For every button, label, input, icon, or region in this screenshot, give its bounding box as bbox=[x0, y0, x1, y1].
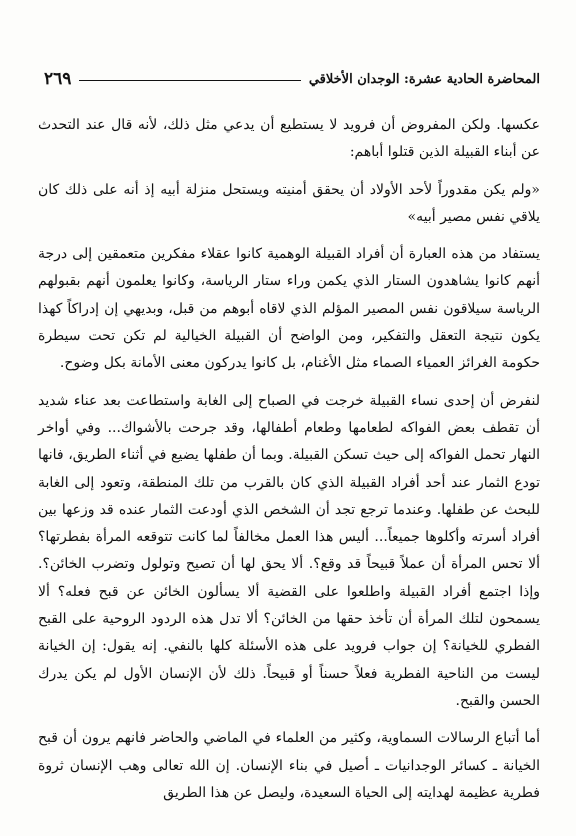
page-header bbox=[40, 64, 540, 94]
paragraph-1: عكسها. ولكن المفروض أن فرويد لا يستطيع أن يدعي مثل ذلك، لأنه قال عند التحدث عن أبناء القبيلة الذين قتلوا أباهم: bbox=[38, 117, 540, 161]
paragraph-3: لنفرض أن إحدى نساء القبيلة خرجت في الصباح إلى الغابة واستطاعت بعد عناء شديد أن تقطف بعض الفواكه لطعامها وطعام أطفالها، وقد جرحت بالأشواك... وفي أواخر النهار تحمل الفواكه إلى حيث تسكن القبيلة. وبما أن طفلها يضيع في أثناء الطريق، فانها تودع الثمار عند أحد أفراد القبيلة الذي كان بالقرب من تلك المنطقة، وتعود إلى الغابة للبحث عن طفلها. وعندما ترجع تجد أن الشخص الذي أودعت الثمار عنده قد وزعها بين أفراد أسرته وأكلوها جميعاً... أليس هذا العمل مخالفاً لما كانت تتوقعه المرأة بفطرتها؟ ألا تحس المرأة أن عملاً قبيحاً قد وقع؟. ألا يحق لها أن تصيح وتولول وتضرب الخائن؟. وإذا اجتمع أفراد القبيلة واطلعوا على القضية ألا يسألون الخائن عن قبح فعله؟ ألا يسمحون لتلك المرأة أن تأخذ حقها من الخائن؟ ألا تدل هذه الردود الروحية على القبح الفطري للخيانة؟ إن جواب فرويد على هذه الأسئلة كلها بالنفي. إنه يقول: إن الخيانة ليست من الناحية الفطرية فعلاً حسناً أو قبيحاً. ذلك لأن الإنسان الأول لم يكن يدرك الحسن والقبح. bbox=[38, 392, 540, 709]
header-rule bbox=[79, 80, 300, 81]
page-number: ٢٦٩ bbox=[44, 69, 72, 89]
paragraph-4: أما أتباع الرسالات السماوية، وكثير من العلماء في الماضي والحاضر فانهم يرون أن قبح الخيانة ـ كسائر الوجدانيات ـ أصيل في بناء الإنسان. إن الله تعالى وهب الإنسان ثروة فطرية عظيمة لهدايته إلى الحياة السعيدة، وليصل عن هذا الطريق bbox=[38, 730, 540, 801]
freud-quote: «ولم يكن مقدوراً لأحد الأولاد أن يحقق أمنيته ويستحل منزلة أبيه إذ أنه على ذلك كان يلاقي نفس مصير أبيه» bbox=[38, 181, 540, 225]
body-text bbox=[38, 112, 540, 807]
running-title: المحاضرة الحادية عشرة: الوجدان الأخلاقي bbox=[308, 71, 540, 87]
paragraph-2: يستفاد من هذه العبارة أن أفراد القبيلة الوهمية كانوا عقلاء مفكرين متعمقين إلى درجة أنهم كانوا يشاهدون الستار الذي يكمن وراء ستار الرياسة، وكانوا يعلمون أنهم بقبولهم الرياسة سيلاقون نفس المصير المؤلم الذي لاقاه أبوهم من قبل، وبديهي إن إدراكاً كهذا يكون نتيجة التعقل والتفكير، ومن الواضح أن القبيلة الخيالية لم تكن تحت سيطرة حكومة الغرائز العمياء الصماء مثل الأغنام، بل كانوا يدركون معنى الأمانة بكل وضوح. bbox=[38, 246, 540, 372]
